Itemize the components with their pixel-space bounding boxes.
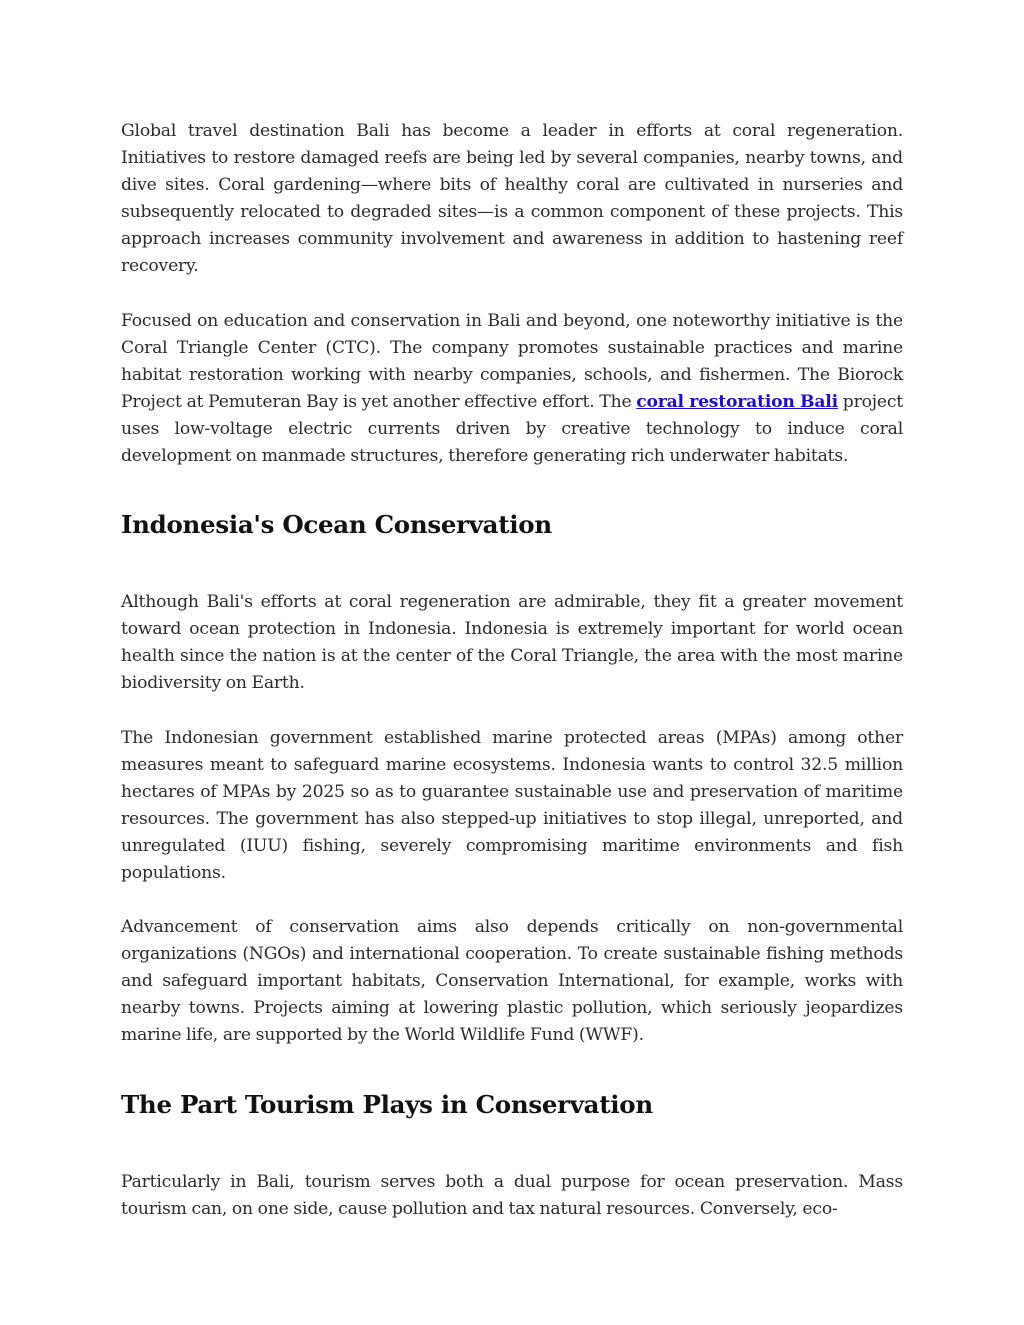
paragraph-text-after-link: project uses low-voltage electric currents driven by creative technology to induce coral development on manmade structures, therefore generating rich underwater habitats.: [121, 391, 903, 467]
paragraph-indonesia-coral-triangle: Although Bali's efforts at coral regeneration are admirable, they fit a greater movement toward ocean protection in Indonesia. Indonesia is extremely important for world ocean health since the nation is at the center of the Coral Triangle, the area with the most marine biodiversity on Earth.: [121, 592, 903, 694]
paragraph-ngos-cooperation: Advancement of conservation aims also depends critically on non-governmental organizations (NGOs) and international cooperation. To create sustainable fishing methods and safeguard important habitats, Conservation International, for example, works with nearby towns. Projects aiming at lowering plastic pollution, which seriously jeopardizes marine life, are supported by the World Wildlife Fund (WWF).: [121, 917, 903, 1046]
paragraph-bali-coral-regeneration: Global travel destination Bali has become a leader in efforts at coral regeneration. Initiatives to restore damaged reefs are being led by several companies, nearby towns, and dive sites. Coral gardening—where bits of healthy coral are cultivated in nurseries and subsequently relocated to degraded sites—is a common component of these projects. This approach increases community involvement and awareness in addition to hastening reef recovery.: [121, 121, 903, 277]
heading-tourism-conservation: The Part Tourism Plays in Conservation: [121, 1089, 653, 1119]
document-page: [121, 118, 903, 1250]
heading-indonesia-ocean-conservation: Indonesia's Ocean Conservation: [121, 510, 552, 540]
paragraph-coral-triangle-center: [121, 308, 903, 471]
paragraph-tourism-dual-purpose: Particularly in Bali, tourism serves both a dual purpose for ocean preservation. Mass tourism can, on one side, cause pollution and tax natural resources. Conversely, eco-: [121, 1171, 903, 1219]
coral-restoration-bali-link[interactable]: coral restoration Bali: [636, 391, 838, 412]
paragraph-text-before-link: Focused on education and conservation in Bali and beyond, one noteworthy initiative is the Coral Triangle Center (CTC). The company promotes sustainable practices and marine habitat restoration working with nearby companies, schools, and fishermen. The Biorock Project at Pemuteran Bay is yet another effective effort. The: [121, 310, 903, 412]
paragraph-marine-protected-areas: The Indonesian government established marine protected areas (MPAs) among other measures meant to safeguard marine ecosystems. Indonesia wants to control 32.5 million hectares of MPAs by 2025 so as to guarantee sustainable use and preservation of maritime resources. The government has also stepped-up initiatives to stop illegal, unreported, and unregulated (IUU) fishing, severely compromising maritime environments and fish populations.: [121, 727, 903, 883]
